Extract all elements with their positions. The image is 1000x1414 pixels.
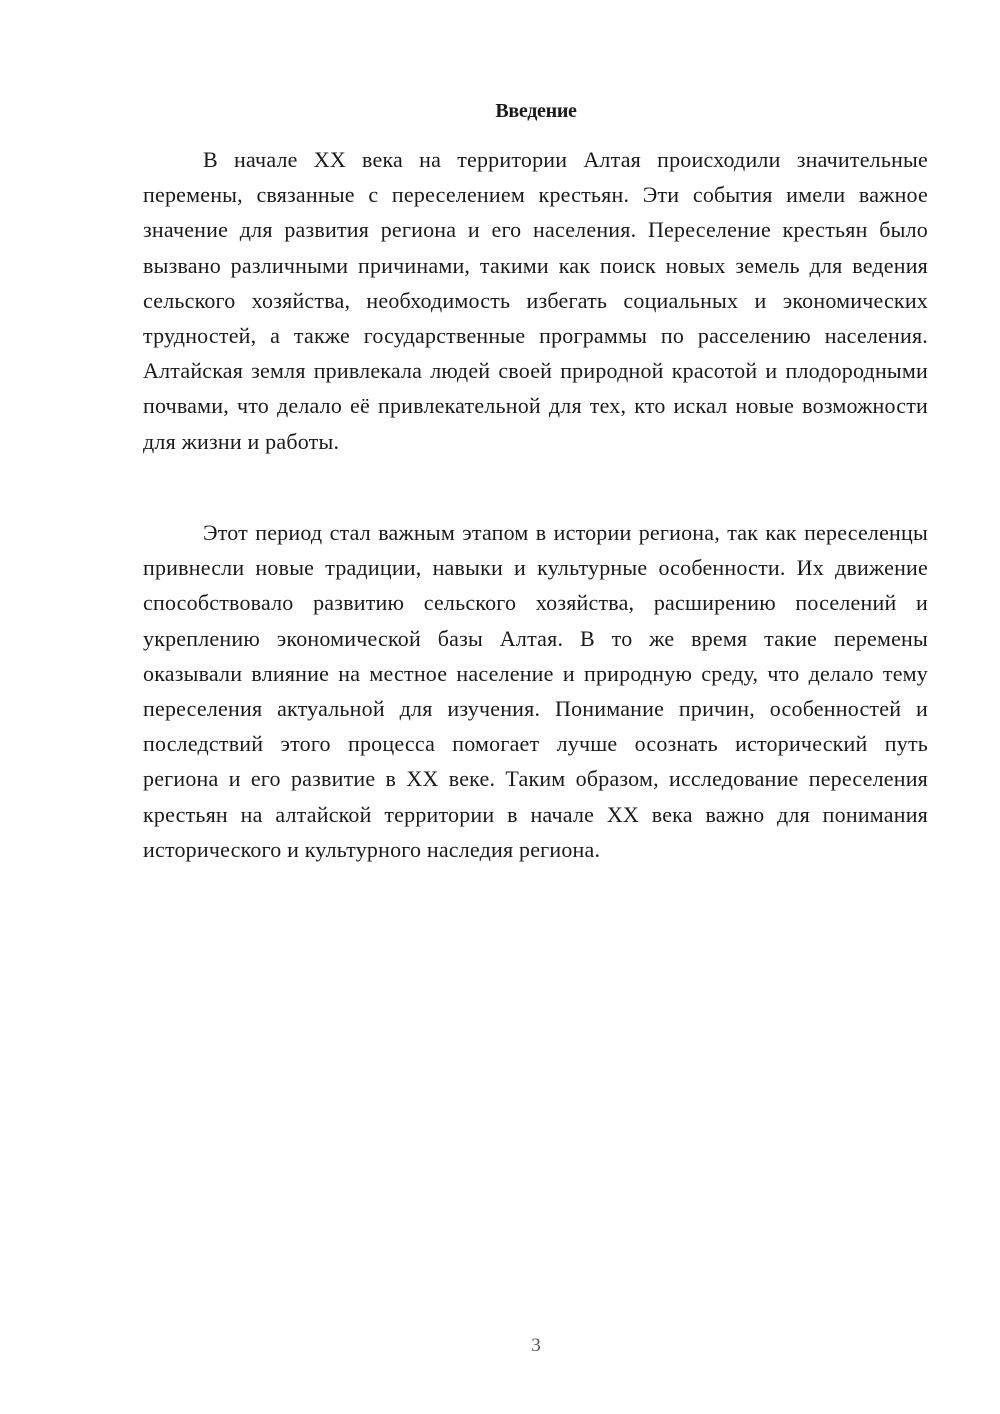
paragraph-2: Этот период стал важным этапом в истории региона, так как переселенцы привнесли новые традиции, навыки и культурные особенности. Их движение способствовало развитию сельского хозяйства, расширению поселений и укреплению экономической базы Алтая. В то же время такие перемены оказывали влияние на местное население и природную среду, что делало тему переселения актуальной для изучения. Понимание причин, особенностей и последствий этого процесса помогает лучше осознать исторический путь региона и его развитие в XX веке. Таким образом, исследование переселения крестьян на алтайской территории в начале XX века важно для понимания исторического и культурного наследия региона. bbox=[143, 520, 928, 862]
paragraph-1: В начале XX века на территории Алтая происходили значительные перемены, связанные с переселением крестьян. Эти события имели важное значение для развития региона и его населения. Переселение крестьян было вызвано различными причинами, такими как поиск новых земель для ведения сельского хозяйства, необходимость избегать социальных и экономических трудностей, а также государственные программы по расселению населения. Алтайская земля привлекала людей своей природной красотой и плодородными почвами, что делало её привлекательной для тех, кто искал новые возможности для жизни и работы. bbox=[143, 147, 928, 454]
page-number: 3 bbox=[531, 1335, 541, 1356]
section-heading: Введение bbox=[495, 100, 577, 122]
